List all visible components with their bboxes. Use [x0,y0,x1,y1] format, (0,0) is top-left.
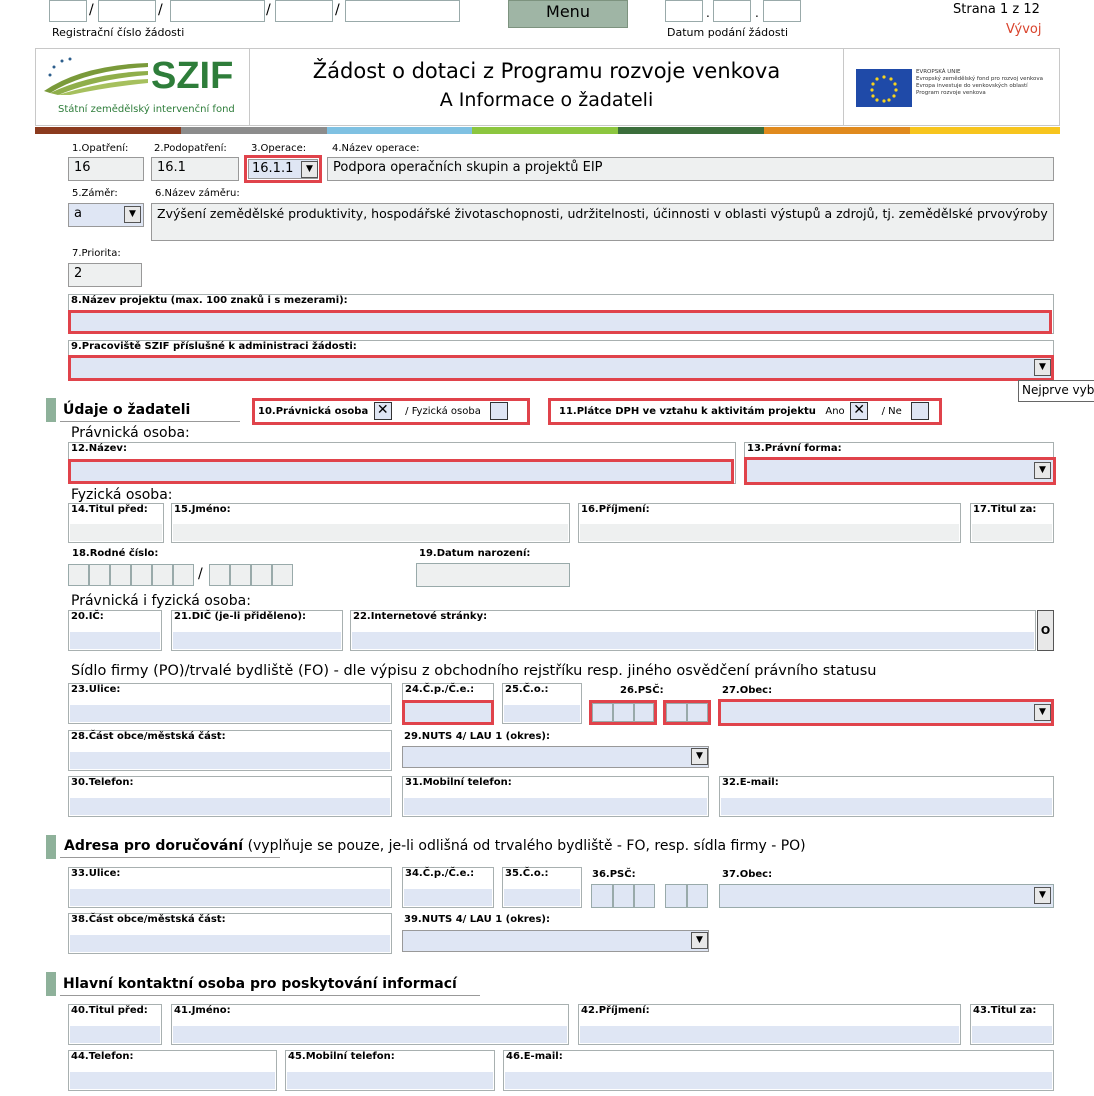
kontakt-jmeno-field[interactable] [171,1004,569,1045]
label-nazev: 12.Název: [71,443,127,454]
label-nazev-projektu: 8.Název projektu (max. 100 znaků i s mezerami): [71,295,348,306]
section-zadatel: Údaje o žadateli [63,402,191,418]
subsection-fyzicka: Fyzická osoba: [71,487,173,503]
dropdown-icon[interactable]: ▼ [301,161,318,178]
label-kontakt-telefon: 44.Telefon: [71,1051,134,1062]
label-kontakt-titul-za: 43.Titul za: [973,1005,1037,1016]
label-nazev-operace: 4.Název operace: [332,143,420,154]
label-telefon: 30.Telefon: [71,777,134,788]
date-sep: . [706,6,710,20]
reg-sep: / [89,2,94,18]
dropdown-icon[interactable]: ▼ [1034,359,1051,376]
rc-sep: / [198,566,203,582]
label-operace: 3.Operace: [251,143,307,154]
eu-flag-icon [856,69,912,107]
status-label: Vývoj [1006,22,1042,37]
form-title: Žádost o dotaci z Programu rozvoje venkova [312,59,781,83]
color-stripe [35,127,1060,134]
label-kontakt-email: 46.E-mail: [506,1051,563,1062]
ic-field[interactable] [68,610,162,651]
label-titul-pred: 14.Titul před: [71,504,148,515]
nazev-input[interactable] [68,459,734,484]
section-dorucovani-note: (vyplňuje se pouze, je-li odlišná od trvalého bydliště - FO, resp. sídla firmy - PO) [247,838,806,854]
section-kontakt: Hlavní kontaktní osoba pro poskytování informací [63,976,457,992]
dropdown-icon[interactable]: ▼ [124,206,141,223]
jmeno-field[interactable] [171,503,570,543]
telefon-field[interactable] [68,776,392,817]
cast-obce-field[interactable] [68,730,392,771]
label-rodne-cislo: 18.Rodné číslo: [72,548,159,559]
label-jmeno: 15.Jméno: [174,504,231,515]
zamer-value: a [74,206,82,221]
kontakt-titul-pred-field[interactable] [68,1004,162,1045]
label-psc: 26.PSČ: [620,685,664,696]
label-email: 32.E-mail: [722,777,779,788]
date-sep: . [755,6,759,20]
obec-select[interactable] [718,699,1054,726]
reg-sep: / [158,2,163,18]
titul-pred-field[interactable] [68,503,164,543]
email-field[interactable] [719,776,1054,817]
section-marker [46,398,56,422]
operace-value: 16.1.1 [252,161,294,176]
label-dor-obec: 37.Obec: [722,869,773,880]
label-pracoviste: 9.Pracoviště SZIF příslušné k administraci žádosti: [71,341,357,352]
dic-field[interactable] [171,610,343,651]
label-platce-dph: 11.Plátce DPH ve vztahu k aktivitám projektu [559,406,816,417]
label-kontakt-jmeno: 41.Jméno: [174,1005,231,1016]
section-underline [60,995,480,996]
subsection-sidlo: Sídlo firmy (PO)/trvalé bydliště (FO) - dle výpisu z obchodního rejstříku resp. jiného osvědčení právního statusu [71,663,877,679]
label-dor-co: 35.Č.o.: [505,868,549,879]
menu-button[interactable]: Menu [508,0,628,28]
datum-narozeni-field[interactable] [416,563,570,587]
ulice-field[interactable] [68,683,392,724]
dropdown-icon[interactable]: ▼ [1034,887,1051,904]
label-co: 25.Č.o.: [505,684,549,695]
label-kontakt-titul-pred: 40.Titul před: [71,1005,148,1016]
dropdown-icon[interactable]: ▼ [691,748,708,765]
label-cast-obce: 28.Část obce/městská část: [71,731,226,742]
web-field[interactable] [350,610,1036,651]
pravni-forma-select[interactable] [744,457,1056,485]
kontakt-email-field[interactable] [503,1050,1054,1091]
reg-label: Registrační číslo žádosti [52,26,185,39]
dropdown-icon[interactable]: ▼ [691,932,708,949]
dor-obec-select[interactable] [719,884,1054,908]
page-indicator: Strana 1 z 12 [953,2,1040,17]
nazev-operace-field: Podpora operačních skupin a projektů EIP [327,157,1054,181]
label-prijmeni: 16.Příjmení: [581,504,650,515]
label-opatreni: 1.Opatření: [72,143,129,154]
section-marker [46,835,56,859]
pravnicka-osoba-checkbox[interactable]: ✕ [374,402,392,420]
logo-text: SZIF [151,55,234,97]
label-dor-nuts: 39.NUTS 4/ LAU 1 (okres): [404,914,550,925]
kontakt-titul-za-field[interactable] [970,1004,1054,1045]
eu-line-4: Program rozvoje venkova [916,90,986,96]
dropdown-icon[interactable]: ▼ [1034,462,1051,479]
dor-ulice-field[interactable] [68,867,392,908]
label-ic: 20.IČ: [71,611,104,622]
eu-line-3: Evropa investuje do venkovských oblastí [916,83,1028,89]
label-dor-ulice: 33.Ulice: [71,868,121,879]
dor-cp-field[interactable] [402,867,494,908]
reg-sep: / [266,2,271,18]
dph-ano-checkbox[interactable]: ✕ [850,402,868,420]
label-ne: / Ne [881,406,902,417]
pracoviste-select[interactable] [68,355,1054,381]
section-underline [60,421,240,422]
date-label: Datum podání žádosti [667,26,788,39]
kontakt-telefon-field[interactable] [68,1050,277,1091]
dph-ne-checkbox[interactable] [911,402,929,420]
logo-subtitle: Státní zemědělský intervenční fond [58,104,235,115]
label-kontakt-prijmeni: 42.Příjmení: [581,1005,650,1016]
label-titul-za: 17.Titul za: [973,504,1037,515]
section-underline [60,857,280,858]
label-nuts: 29.NUTS 4/ LAU 1 (okres): [404,731,550,742]
eu-line-2: Evropský zemědělský fond pro rozvoj venkova [916,76,1044,82]
eu-logo [844,48,1060,126]
label-dic: 21.DIČ (je-li přiděleno): [174,611,307,622]
opatreni-field: 16 [68,157,144,181]
subsection-pravnicka-fyzicka: Právnická i fyzická osoba: [71,593,251,609]
szif-logo [35,48,250,126]
label-nazev-zameru: 6.Název záměru: [155,188,240,199]
fyzicka-osoba-checkbox[interactable] [490,402,508,420]
dor-co-field[interactable] [502,867,582,908]
label-dor-cast-obce: 38.Část obce/městská část: [71,914,226,925]
label-mobil: 31.Mobilní telefon: [405,777,512,788]
label-dor-cp: 34.Č.p./Č.e.: [405,868,475,879]
titul-za-field[interactable] [970,503,1054,543]
label-pravni-forma: 13.Právní forma: [747,443,842,454]
label-web: 22.Internetové stránky: [353,611,488,622]
nazev-projektu-input[interactable] [68,310,1052,334]
label-priorita: 7.Priorita: [72,248,121,259]
priorita-field: 2 [68,263,142,287]
label-cp: 24.Č.p./Č.e.: [405,684,475,695]
open-web-button[interactable]: O [1037,610,1054,651]
dor-cast-obce-field[interactable] [68,913,392,954]
prijmeni-field[interactable] [578,503,961,543]
co-field[interactable] [502,683,582,724]
subsection-pravnicka: Právnická osoba: [71,425,190,441]
label-fyzicka-osoba: / Fyzická osoba [405,406,481,417]
nuts-select[interactable] [402,746,709,768]
szif-field-icon [42,55,152,95]
nazev-zameru-field: Zvýšení zemědělské produktivity, hospodářské životaschopnosti, udržitelnosti, účinnosti v oblasti výstupů a zdrojů, tj. zemědělské prvovýroby [151,203,1054,241]
tooltip: Nejprve vyb [1018,380,1094,402]
mobil-field[interactable] [402,776,709,817]
kontakt-mobil-field[interactable] [285,1050,495,1091]
cp-input[interactable] [402,700,494,725]
dropdown-icon[interactable]: ▼ [1034,704,1051,721]
label-dor-psc: 36.PSČ: [592,869,636,880]
label-obec: 27.Obec: [722,685,773,696]
label-pravnicka-osoba: 10.Právnická osoba [258,406,369,417]
eu-line-1: EVROPSKÁ UNIE [916,69,961,75]
label-ulice: 23.Ulice: [71,684,121,695]
dor-nuts-select[interactable] [402,930,709,952]
label-datum-narozeni: 19.Datum narození: [419,548,531,559]
form-subtitle: A Informace o žadateli [439,89,654,111]
label-ano: Ano [825,406,845,417]
section-dorucovani: Adresa pro doručování [64,838,244,854]
reg-sep: / [335,2,340,18]
label-zamer: 5.Záměr: [72,188,118,199]
podopatreni-field: 16.1 [151,157,239,181]
section-marker [46,972,56,996]
label-kontakt-mobil: 45.Mobilní telefon: [288,1051,395,1062]
label-podopatreni: 2.Podopatření: [154,143,227,154]
kontakt-prijmeni-field[interactable] [578,1004,961,1045]
